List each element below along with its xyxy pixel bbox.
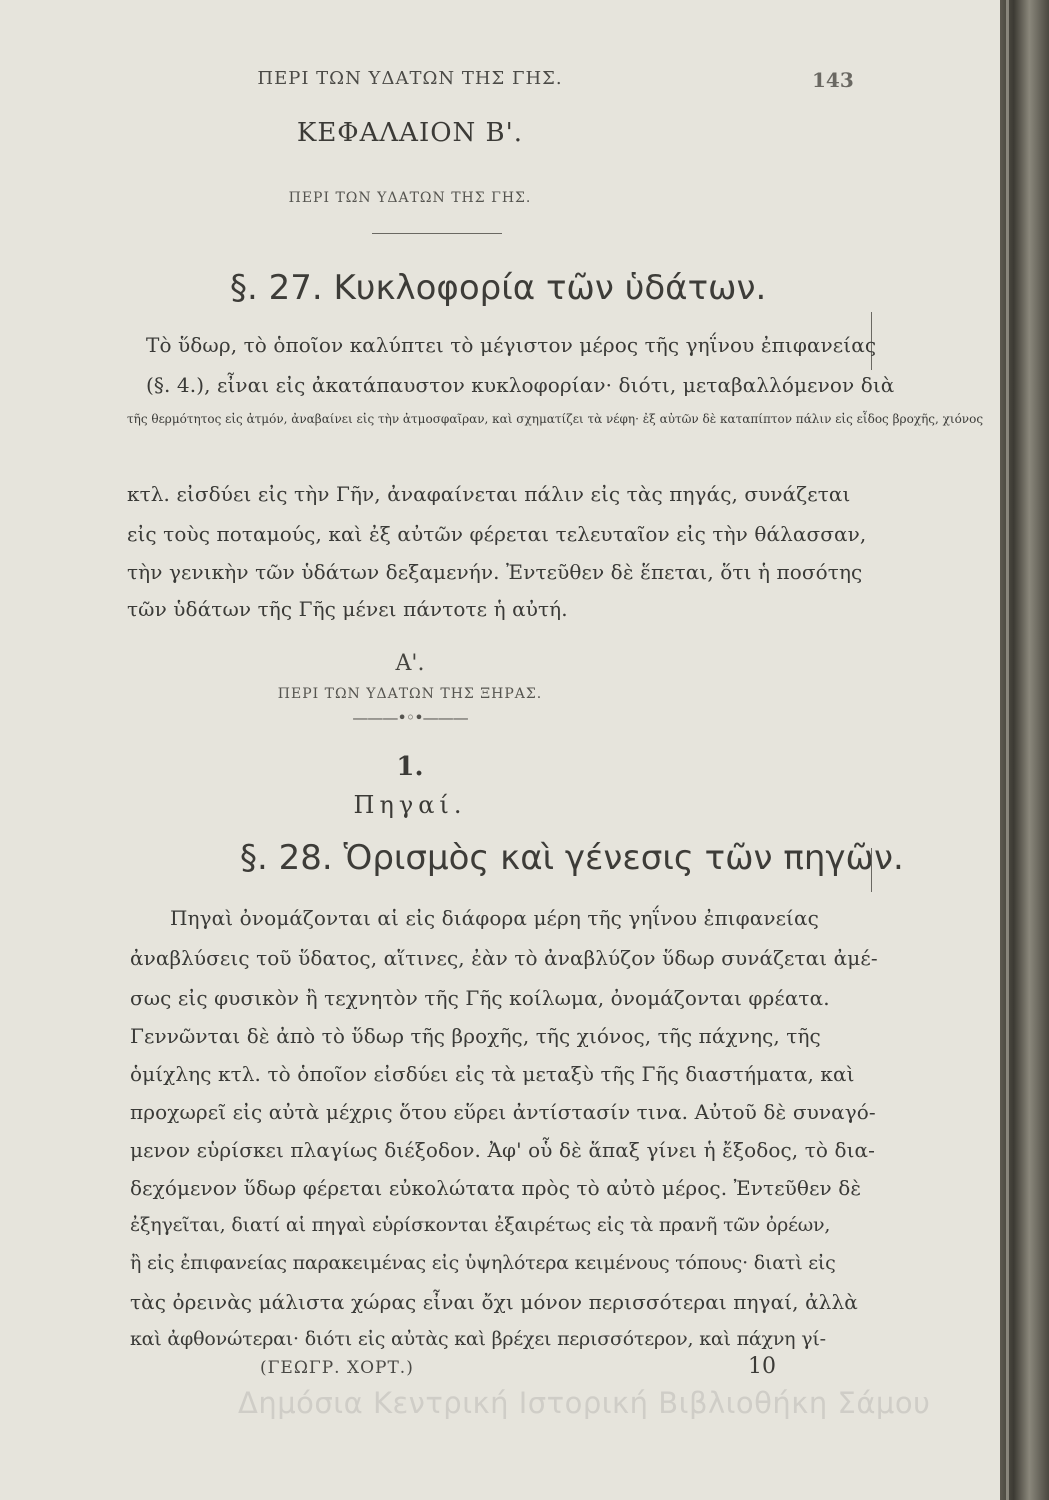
section-28-line: ἢ εἰς ἐπιφανείας παρακειμένας εἰς ὑψηλότερα κειμένους τόπους· διατὶ εἰς [130,1252,836,1274]
section-27-line: Τὸ ὕδωρ, τὸ ὁποῖον καλύπτει τὸ μέγιστον μέρος τῆς γηΐνου ἐπιφανείας [146,333,877,357]
ornament-divider: ———•◦•——— [352,708,468,727]
subsection-title: Πηγαί. [353,791,467,819]
section-28-line: τὰς ὀρεινὰς μάλιστα χώρας εἶναι ὄχι μόνον περισσότεραι πηγαί, ἀλλὰ [130,1290,858,1314]
chapter-rule [372,233,502,234]
section-28-heading: §. 28. Ὁρισμὸς καὶ γένεσις τῶν πηγῶν. [240,838,904,878]
printer-signature: (ΓΕΩΓΡ. ΧΟΡΤ.) [260,1358,414,1378]
section-27-line: εἰς τοὺς ποταμούς, καὶ ἐξ αὐτῶν φέρεται τελευταῖον εἰς τὴν θάλασσαν, [127,522,867,546]
section-28-line: σως εἰς φυσικὸν ἢ τεχνητὸν τῆς Γῆς κοίλωμα, ὀνομάζονται φρέατα. [130,986,830,1010]
section-28-line: ὁμίχλης κτλ. τὸ ὁποῖον εἰσδύει εἰς τὰ μεταξὺ τῆς Γῆς διαστήματα, καὶ [130,1062,855,1086]
section-27-line: τῆς θερμότητος εἰς ἀτμόν, ἀναβαίνει εἰς τὴν ἀτμοσφαῖραν, καὶ σχηματίζει τὰ νέφη· ἐξ αὐτῶν δὲ καταπίπτον πάλιν εἰς εἶδος βροχῆς, χιόνος [127,412,984,426]
subsection-number: 1. [396,752,424,782]
section-27-line: τῶν ὑδάτων τῆς Γῆς μένει πάντοτε ἡ αὐτή. [127,597,568,621]
section-28-line: προχωρεῖ εἰς αὐτὰ μέχρις ὅτου εὕρει ἀντίστασίν τινα. Αὐτοῦ δὲ συναγό- [130,1100,876,1124]
chapter-subtitle: ΠΕΡΙ ΤΩΝ ΥΔΑΤΩΝ ΤΗΣ ΓΗΣ. [288,190,532,206]
section-28-line: ἀναβλύσεις τοῦ ὕδατος, αἵτινες, ἐὰν τὸ ἀναβλύζον ὕδωρ συνάζεται ἀμέ- [130,946,878,970]
section-28-line: δεχόμενον ὕδωρ φέρεται εὐκολώτατα πρὸς τὸ αὐτὸ μέρος. Ἐντεῦθεν δὲ [130,1176,862,1200]
section-28-line: καὶ ἀφθονώτεραι· διότι εἰς αὐτὰς καὶ βρέχει περισσότερον, καὶ πάχνη γί- [130,1328,826,1350]
chapter-title: ΚΕΦΑΛΑΙΟΝ Β'. [296,118,524,148]
section-27-line: (§. 4.), εἶναι εἰς ἀκατάπαυστον κυκλοφορίαν· διότι, μεταβαλλόμενον διὰ [146,373,895,397]
signature-number: 10 [748,1354,776,1379]
section-28-line: ἐξηγεῖται, διατί αἱ πηγαὶ εὑρίσκονται ἐξαιρέτως εἰς τὰ πρανῆ τῶν ὀρέων, [130,1214,831,1236]
section-28-line: μενον εὑρίσκει πλαγίως διέξοδον. Ἀφ' οὗ δὲ ἅπαξ γίνει ἡ ἔξοδος, τὸ δια- [130,1138,876,1162]
part-a-title: ΠΕΡΙ ΤΩΝ ΥΔΑΤΩΝ ΤΗΣ ΞΗΡΑΣ. [277,686,543,702]
library-watermark: Δημόσια Κεντρική Ιστορική Βιβλιοθήκη Σάμου [238,1386,931,1420]
section-28-line: Γεννῶνται δὲ ἀπὸ τὸ ὕδωρ τῆς βροχῆς, τῆς χιόνος, τῆς πάχνης, τῆς [130,1024,821,1048]
section-27-heading: §. 27. Κυκλοφορία τῶν ὑδάτων. [230,268,767,308]
page-number: 143 [812,68,854,92]
book-spine-edge [1000,0,1049,1500]
section-27-line: κτλ. εἰσδύει εἰς τὴν Γῆν, ἀναφαίνεται πάλιν εἰς τὰς πηγάς, συνάζεται [127,482,851,506]
margin-bracket-bottom [871,848,872,892]
part-a-mark: Α'. [395,651,425,676]
running-head: ΠΕΡΙ ΤΩΝ ΥΔΑΤΩΝ ΤΗΣ ΓΗΣ. [257,68,563,89]
section-28-line: Πηγαὶ ὀνομάζονται αἱ εἰς διάφορα μέρη τῆς γηΐνου ἐπιφανείας [170,906,819,930]
section-27-line: τὴν γενικὴν τῶν ὑδάτων δεξαμενήν. Ἐντεῦθεν δὲ ἕπεται, ὅτι ἡ ποσότης [127,560,863,584]
